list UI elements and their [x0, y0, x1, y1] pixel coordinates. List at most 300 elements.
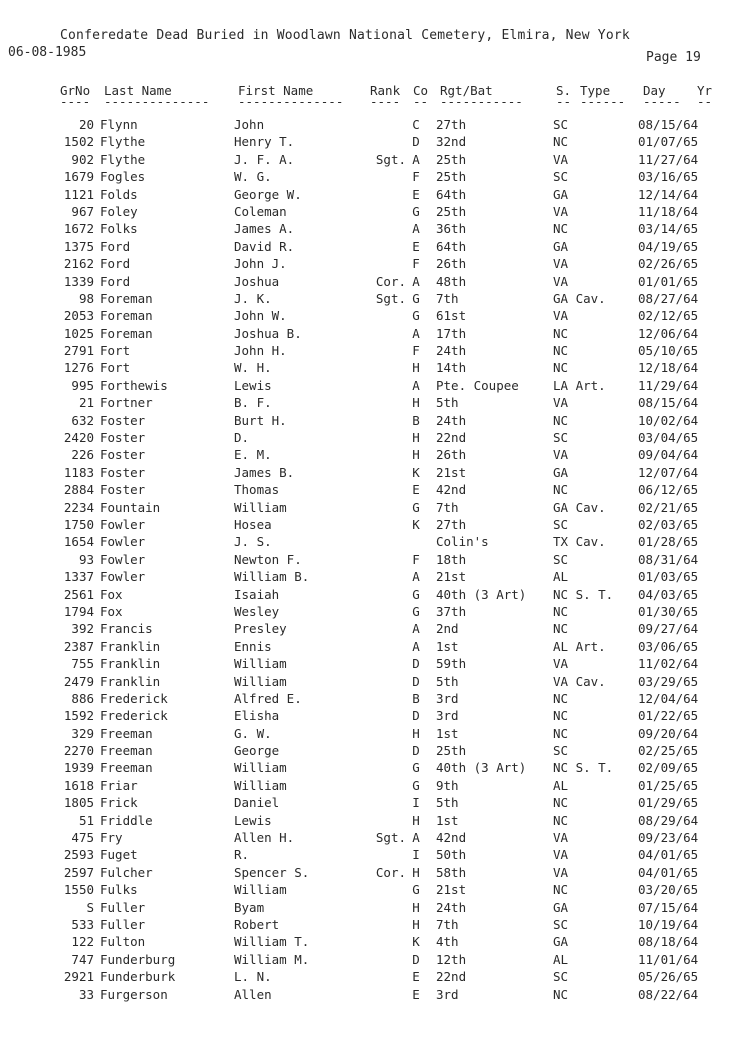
cell-date: 12/07/64 — [638, 464, 699, 480]
cell-state-type: AL — [553, 777, 569, 793]
cell-last-name: Foster — [100, 482, 146, 498]
table-row — [0, 568, 750, 585]
cell-date: 08/27/64 — [638, 290, 699, 306]
cell-first-name: Thomas — [234, 482, 280, 498]
cell-date: 01/01/65 — [638, 273, 699, 289]
header-first-name: First Name — [238, 83, 314, 98]
cell-grno: 632 — [71, 412, 94, 428]
cell-grno: 1618 — [63, 777, 94, 793]
cell-state-type: NC — [553, 221, 569, 237]
cell-first-name: J. S. — [234, 534, 272, 550]
cell-state-type: NC — [553, 986, 569, 1002]
cell-last-name: Franklin — [100, 638, 161, 654]
cell-rank: Cor. — [375, 273, 406, 289]
cell-co: A — [412, 569, 420, 585]
cell-grno: 1337 — [63, 569, 94, 585]
cell-date: 01/25/65 — [638, 777, 699, 793]
cell-co: G — [412, 203, 420, 219]
cell-co: H — [412, 864, 420, 880]
cell-state-type: AL — [553, 569, 569, 585]
cell-date: 08/15/64 — [638, 395, 699, 411]
cell-last-name: Fuller — [100, 899, 146, 915]
cell-rgt-bat: 2nd — [436, 621, 459, 637]
cell-rgt-bat: 59th — [436, 656, 467, 672]
cell-state-type: NC — [553, 812, 569, 828]
cell-co: A — [412, 221, 420, 237]
cell-last-name: Foster — [100, 447, 146, 463]
cell-state-type: VA — [553, 308, 569, 324]
cell-date: 03/14/65 — [638, 221, 699, 237]
cell-date: 12/06/64 — [638, 325, 699, 341]
cell-rgt-bat: 1st — [436, 812, 459, 828]
header-type: Type — [580, 83, 611, 98]
cell-state-type: NC — [553, 621, 569, 637]
cell-co: A — [412, 325, 420, 341]
cell-first-name: Newton F. — [234, 551, 302, 567]
cell-co: G — [412, 308, 420, 324]
table-row — [0, 759, 750, 776]
table-row — [0, 116, 750, 133]
cell-state-type: NC S. T. — [553, 760, 614, 776]
cell-last-name: Fowler — [100, 551, 146, 567]
cell-date: 04/01/65 — [638, 847, 699, 863]
cell-rgt-bat: 64th — [436, 238, 467, 254]
table-row — [0, 203, 750, 220]
cell-grno: 329 — [71, 725, 94, 741]
cell-co: D — [412, 708, 420, 724]
cell-co: H — [412, 725, 420, 741]
cell-first-name: John W. — [234, 308, 287, 324]
cell-state-type: GA — [553, 899, 569, 915]
cell-grno: 2593 — [63, 847, 94, 863]
header-state: S. — [556, 83, 572, 98]
cell-co: K — [412, 516, 420, 532]
cell-first-name: John — [234, 117, 265, 132]
cell-co: D — [412, 656, 420, 672]
cell-rank: Sgt. — [375, 830, 406, 846]
cell-rgt-bat: 1st — [436, 725, 459, 741]
cell-first-name: E. M. — [234, 447, 272, 463]
cell-state-type: GA — [553, 464, 569, 480]
cell-state-type: GA Cav. — [553, 290, 606, 306]
cell-first-name: George W. — [234, 186, 302, 202]
cell-last-name: Ford — [100, 273, 131, 289]
header-rgt-bat: Rgt/Bat — [440, 83, 493, 98]
cell-grno: 392 — [71, 621, 94, 637]
cell-grno: 1794 — [63, 603, 94, 619]
cell-rgt-bat: 22nd — [436, 969, 467, 985]
cell-first-name: James A. — [234, 221, 295, 237]
cell-co: E — [412, 186, 420, 202]
cell-state-type: SC — [553, 117, 569, 132]
cell-last-name: Furgerson — [100, 986, 168, 1002]
cell-co: G — [412, 777, 420, 793]
table-row — [0, 777, 750, 794]
cell-state-type: LA Art. — [553, 377, 606, 393]
table-row — [0, 168, 750, 185]
cell-rgt-bat: 3rd — [436, 708, 459, 724]
cell-state-type: SC — [553, 169, 569, 185]
cell-last-name: Fortner — [100, 395, 153, 411]
cell-grno: 995 — [71, 377, 94, 393]
cell-state-type: VA — [553, 864, 569, 880]
cell-state-type: AL Art. — [553, 638, 606, 654]
cell-date: 06/12/65 — [638, 482, 699, 498]
cell-date: 11/29/64 — [638, 377, 699, 393]
cell-last-name: Fowler — [100, 534, 146, 550]
table-row — [0, 551, 750, 568]
cell-first-name: Alfred E. — [234, 690, 302, 706]
cell-grno: 20 — [78, 117, 94, 132]
cell-last-name: Fuget — [100, 847, 138, 863]
cell-last-name: Flythe — [100, 134, 146, 150]
cell-last-name: Ford — [100, 238, 131, 254]
cell-rgt-bat: 5th — [436, 673, 459, 689]
cell-last-name: Freeman — [100, 760, 153, 776]
cell-state-type: NC — [553, 325, 569, 341]
cell-first-name: J. F. A. — [234, 151, 295, 167]
cell-rgt-bat: 5th — [436, 395, 459, 411]
dash-type: ------ — [580, 94, 626, 109]
table-row — [0, 899, 750, 916]
cell-state-type: VA — [553, 256, 569, 272]
dash-grno: ---- — [60, 94, 91, 109]
dash-last-name: -------------- — [104, 94, 210, 109]
cell-rgt-bat: 3rd — [436, 986, 459, 1002]
cell-first-name: William — [234, 499, 287, 515]
cell-date: 03/29/65 — [638, 673, 699, 689]
cell-last-name: Folks — [100, 221, 138, 237]
cell-first-name: L. N. — [234, 969, 272, 985]
cell-rgt-bat: 14th — [436, 360, 467, 376]
cell-last-name: Fulton — [100, 934, 146, 950]
cell-rgt-bat: 64th — [436, 186, 467, 202]
cell-co: A — [412, 151, 420, 167]
table-row — [0, 707, 750, 724]
cell-rgt-bat: 25th — [436, 743, 467, 759]
header-rank: Rank — [370, 83, 401, 98]
cell-state-type: SC — [553, 430, 569, 446]
cell-state-type: NC — [553, 882, 569, 898]
cell-date: 01/30/65 — [638, 603, 699, 619]
cell-state-type: NC — [553, 725, 569, 741]
cell-last-name: Fort — [100, 343, 131, 359]
cell-date: 09/04/64 — [638, 447, 699, 463]
cell-rgt-bat: Colin's — [436, 534, 489, 550]
cell-co: F — [412, 256, 420, 272]
cell-last-name: Foster — [100, 430, 146, 446]
cell-date: 12/04/64 — [638, 690, 699, 706]
cell-rgt-bat: 32nd — [436, 134, 467, 150]
cell-first-name: Robert — [234, 916, 280, 932]
dash-co: -- — [413, 94, 429, 109]
cell-last-name: Funderburk — [100, 969, 176, 985]
table-row — [0, 273, 750, 290]
cell-grno: 98 — [78, 290, 94, 306]
cell-last-name: Foster — [100, 412, 146, 428]
cell-co: A — [412, 621, 420, 637]
cell-first-name: John H. — [234, 343, 287, 359]
cell-last-name: Fowler — [100, 569, 146, 585]
cell-date: 05/10/65 — [638, 343, 699, 359]
table-row — [0, 968, 750, 985]
cell-state-type: SC — [553, 551, 569, 567]
cell-date: 09/20/64 — [638, 725, 699, 741]
cell-date: 10/19/64 — [638, 916, 699, 932]
table-row — [0, 464, 750, 481]
cell-last-name: Frick — [100, 795, 138, 811]
cell-state-type: NC — [553, 412, 569, 428]
cell-first-name: Elisha — [234, 708, 280, 724]
dash-rank: ---- — [370, 94, 401, 109]
cell-rgt-bat: 42nd — [436, 830, 467, 846]
cell-first-name: David R. — [234, 238, 295, 254]
cell-grno: 2162 — [63, 256, 94, 272]
cell-first-name: William — [234, 673, 287, 689]
cell-grno: 1654 — [63, 534, 94, 550]
header-grno: GrNo — [60, 83, 91, 98]
cell-last-name: Funderburg — [100, 951, 176, 967]
cell-first-name: Henry T. — [234, 134, 295, 150]
table-row — [0, 446, 750, 463]
cell-state-type: VA — [553, 395, 569, 411]
cell-state-type: NC — [553, 482, 569, 498]
table-row — [0, 412, 750, 429]
cell-first-name: Ennis — [234, 638, 272, 654]
table-row — [0, 864, 750, 881]
cell-co: A — [412, 273, 420, 289]
cell-grno: 1805 — [63, 795, 94, 811]
cell-state-type: NC — [553, 134, 569, 150]
cell-last-name: Franklin — [100, 656, 161, 672]
cell-date: 11/27/64 — [638, 151, 699, 167]
cell-first-name: George — [234, 743, 280, 759]
cell-first-name: Allen H. — [234, 830, 295, 846]
cell-rgt-bat: 1st — [436, 638, 459, 654]
cell-state-type: VA — [553, 830, 569, 846]
table-row — [0, 725, 750, 742]
cell-state-type: NC — [553, 708, 569, 724]
cell-last-name: Fort — [100, 360, 131, 376]
cell-rgt-bat: 26th — [436, 256, 467, 272]
cell-last-name: Freeman — [100, 725, 153, 741]
table-row — [0, 377, 750, 394]
cell-state-type: SC — [553, 916, 569, 932]
cell-state-type: NC — [553, 795, 569, 811]
cell-state-type: VA Cav. — [553, 673, 606, 689]
cell-co: G — [412, 586, 420, 602]
cell-date: 11/18/64 — [638, 203, 699, 219]
cell-date: 01/29/65 — [638, 795, 699, 811]
cell-date: 08/15/64 — [638, 117, 699, 132]
cell-last-name: Frederick — [100, 708, 168, 724]
cell-co: I — [412, 795, 420, 811]
cell-first-name: Spencer S. — [234, 864, 310, 880]
cell-grno: 122 — [71, 934, 94, 950]
cell-date: 02/25/65 — [638, 743, 699, 759]
table-row — [0, 673, 750, 690]
cell-co: G — [412, 760, 420, 776]
document-date: 06-08-1985 — [8, 45, 87, 60]
cell-grno: S — [86, 899, 94, 915]
cell-date: 02/12/65 — [638, 308, 699, 324]
cell-date: 01/22/65 — [638, 708, 699, 724]
cell-date: 08/29/64 — [638, 812, 699, 828]
cell-last-name: Fowler — [100, 516, 146, 532]
cell-grno: 93 — [78, 551, 94, 567]
cell-grno: 2387 — [63, 638, 94, 654]
table-row — [0, 342, 750, 359]
cell-rgt-bat: 24th — [436, 899, 467, 915]
cell-state-type: VA — [553, 847, 569, 863]
cell-grno: 1339 — [63, 273, 94, 289]
table-row — [0, 986, 750, 1003]
cell-last-name: Friddle — [100, 812, 153, 828]
cell-grno: 1679 — [63, 169, 94, 185]
table-row — [0, 881, 750, 898]
cell-first-name: Lewis — [234, 812, 272, 828]
cell-grno: 886 — [71, 690, 94, 706]
cell-grno: 1121 — [63, 186, 94, 202]
cell-state-type: NC S. T. — [553, 586, 614, 602]
table-row — [0, 655, 750, 672]
table-row — [0, 812, 750, 829]
cell-state-type: VA — [553, 273, 569, 289]
table-row — [0, 307, 750, 324]
cell-grno: 2597 — [63, 864, 94, 880]
cell-co: A — [412, 830, 420, 846]
cell-date: 02/21/65 — [638, 499, 699, 515]
cell-first-name: Daniel — [234, 795, 280, 811]
cell-state-type: SC — [553, 969, 569, 985]
cell-last-name: Foreman — [100, 308, 153, 324]
cell-first-name: William B. — [234, 569, 310, 585]
cell-state-type: NC — [553, 360, 569, 376]
cell-first-name: Burt H. — [234, 412, 287, 428]
cell-rgt-bat: 9th — [436, 777, 459, 793]
cell-grno: 533 — [71, 916, 94, 932]
table-row — [0, 255, 750, 272]
cell-state-type: VA — [553, 447, 569, 463]
cell-last-name: Folds — [100, 186, 138, 202]
cell-first-name: Hosea — [234, 516, 272, 532]
cell-grno: 2884 — [63, 482, 94, 498]
cell-co: E — [412, 238, 420, 254]
cell-state-type: VA — [553, 203, 569, 219]
cell-co: G — [412, 499, 420, 515]
table-row — [0, 133, 750, 150]
cell-first-name: Joshua B. — [234, 325, 302, 341]
cell-last-name: Flynn — [100, 117, 138, 132]
cell-date: 12/14/64 — [638, 186, 699, 202]
cell-date: 02/09/65 — [638, 760, 699, 776]
cell-state-type: NC — [553, 343, 569, 359]
cell-last-name: Fulcher — [100, 864, 153, 880]
cell-co: K — [412, 464, 420, 480]
cell-last-name: Fogles — [100, 169, 146, 185]
cell-grno: 2053 — [63, 308, 94, 324]
table-row — [0, 151, 750, 168]
cell-first-name: William M. — [234, 951, 310, 967]
cell-first-name: J. K. — [234, 290, 272, 306]
cell-rgt-bat: 18th — [436, 551, 467, 567]
table-row — [0, 220, 750, 237]
cell-rgt-bat: 7th — [436, 499, 459, 515]
dash-rgt-bat: ----------- — [440, 94, 523, 109]
cell-last-name: Flythe — [100, 151, 146, 167]
table-row — [0, 742, 750, 759]
table-row — [0, 916, 750, 933]
cell-grno: 755 — [71, 656, 94, 672]
cell-co: E — [412, 986, 420, 1002]
table-row — [0, 794, 750, 811]
cell-date: 08/31/64 — [638, 551, 699, 567]
cell-rgt-bat: 12th — [436, 951, 467, 967]
cell-grno: 2420 — [63, 430, 94, 446]
cell-rgt-bat: 48th — [436, 273, 467, 289]
cell-date: 04/01/65 — [638, 864, 699, 880]
cell-first-name: William — [234, 777, 287, 793]
cell-grno: 226 — [71, 447, 94, 463]
cell-co: D — [412, 134, 420, 150]
cell-state-type: VA — [553, 151, 569, 167]
table-row — [0, 846, 750, 863]
cell-rgt-bat: 42nd — [436, 482, 467, 498]
header-co: Co — [413, 83, 429, 98]
cell-last-name: Foster — [100, 464, 146, 480]
dash-first-name: -------------- — [238, 94, 344, 109]
cell-co: F — [412, 343, 420, 359]
cell-first-name: William — [234, 882, 287, 898]
cell-date: 02/03/65 — [638, 516, 699, 532]
cell-rgt-bat: 24th — [436, 343, 467, 359]
cell-last-name: Francis — [100, 621, 153, 637]
cell-date: 01/28/65 — [638, 534, 699, 550]
cell-state-type: GA — [553, 934, 569, 950]
table-row — [0, 481, 750, 498]
cell-first-name: James B. — [234, 464, 295, 480]
cell-rgt-bat: 36th — [436, 221, 467, 237]
table-row — [0, 638, 750, 655]
table-row — [0, 620, 750, 637]
cell-rgt-bat: 24th — [436, 412, 467, 428]
table-row — [0, 586, 750, 603]
document-title: Conferedate Dead Buried in Woodlawn National Cemetery, Elmira, New York — [60, 28, 630, 43]
cell-co: D — [412, 673, 420, 689]
cell-rgt-bat: 5th — [436, 795, 459, 811]
cell-date: 02/26/65 — [638, 256, 699, 272]
cell-date: 03/04/65 — [638, 430, 699, 446]
cell-grno: 2791 — [63, 343, 94, 359]
cell-co: B — [412, 690, 420, 706]
cell-grno: 1183 — [63, 464, 94, 480]
cell-grno: 51 — [78, 812, 94, 828]
cell-grno: 1375 — [63, 238, 94, 254]
table-row — [0, 186, 750, 203]
cell-last-name: Fulks — [100, 882, 138, 898]
cell-last-name: Fuller — [100, 916, 146, 932]
cell-grno: 1025 — [63, 325, 94, 341]
cell-date: 01/03/65 — [638, 569, 699, 585]
cell-co: D — [412, 743, 420, 759]
cell-co: C — [412, 117, 420, 132]
cell-date: 10/02/64 — [638, 412, 699, 428]
cell-grno: 747 — [71, 951, 94, 967]
cell-co: G — [412, 603, 420, 619]
cell-rgt-bat: 17th — [436, 325, 467, 341]
cell-grno: 33 — [78, 986, 94, 1002]
cell-state-type: GA Cav. — [553, 499, 606, 515]
